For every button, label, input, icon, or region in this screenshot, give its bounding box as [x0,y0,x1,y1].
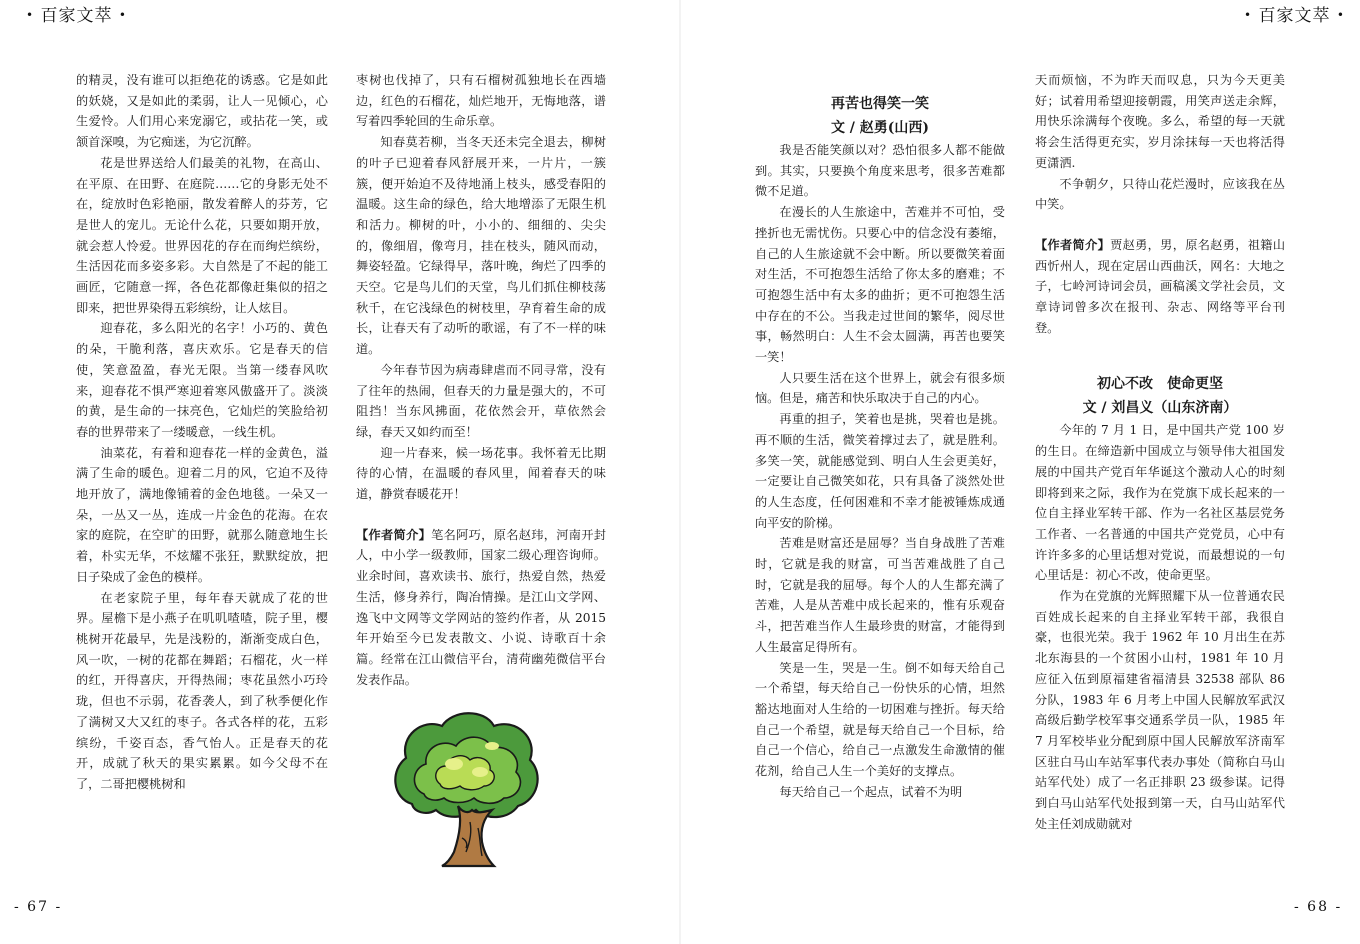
tree-illustration [384,706,544,868]
bullet-dot-icon: • [26,8,35,22]
body-paragraph: 枣树也伐掉了，只有石榴树孤独地长在西墙边，红色的石榴花，灿烂地开，无悔地落，谱写着四季轮回的生命乐章。 [356,73,606,129]
body-paragraph: 我是否能笑颜以对？恐怕很多人都不能做到。其实，只要换个角度来思考，很多苦难都微不足道。 [755,143,1005,199]
body-paragraph: 在漫长的人生旅途中，苦难并不可怕，受挫折也无需忧伤。只要心中的信念没有萎缩，自己的人生旅途就不会中断。所以要微笑着面对生活，不可抱怨生活给了你太多的磨难；不可抱怨生活中有太多的曲折；更不可抱怨生活中存在的不公。当我走过世间的繁华，阅尽世事，畅然明白：人生不会太圆满，再苦也要笑一笑！ [755,205,1005,365]
body-paragraph: 不争朝夕，只待山花烂漫时，应该我在丛中笑。 [1035,176,1285,212]
bullet-dot-icon: • [1336,8,1345,22]
bullet-dot-icon: • [118,8,127,22]
canopy-highlight [472,767,488,777]
tree-canopy [395,713,537,817]
body-paragraph: 笑是一生，哭是一生。倒不如每天给自己一个希望，每天给自己一份快乐的心情，坦然豁达地面对人生给的一切困难与挫折。每天给自己一个希望，就是每天给自己一个目标，给自己一个信心，给自己一点激发生命激情的催花剂，给自己人生一个美好的支撑点。 [755,660,1005,779]
author-bio-text: 笔名阿巧，原名赵玮，河南开封人，中小学一级教师，国家二级心理咨询师。业余时间，喜欢读书、旅行，热爱自然，热爱生活，修身养行，陶冶情操。是江山文学网、逸飞中文网等文学网站的签约作者，从 2015 年开始至今已发表散文、小说、诗歌百十余篇。经常在江山微信平台，清荷幽苑微信平台发表作品。 [356,527,606,687]
body-paragraph: 油菜花，有着和迎春花一样的金黄色，溢满了生命的暖色。迎着二月的风，它迫不及待地开放了，满地像铺着的金色地毯。一朵又一朵，一丛又一丛，连成一片金色的花海。在农家的庭院，在空旷的田野，就那么随意地生长着，朴实无华，不炫耀不张狂，默默绽放，把日子染成了金色的模样。 [76,445,328,584]
right-page-column-1 [755,70,1005,870]
article-title: 再苦也得笑一笑 [831,96,929,112]
article-byline: 文 / 刘昌义（山东济南） [1082,400,1238,417]
body-paragraph: 苦难是财富还是屈辱？当自身战胜了苦难时，它就是我的财富，可当苦难战胜了自己时，它就是我的屈辱。每个人的人生都充满了苦难，人是从苦难中成长起来的，惟有乐观奋斗，把苦难当作人生最珍贵的财富，才能得到人生最富足得所有。 [755,536,1005,654]
author-bio-label: 【作者简介】 [1035,237,1111,252]
body-paragraph: 迎春花，多么阳光的名字！小巧的、黄色的朵，干脆利落，喜庆欢乐。它是春天的信使，笑意盈盈，春光无限。当第一缕春风吹来，迎春花不惧严寒迎着寒风傲盛开了。淡淡的黄，是生命的一抹亮色，它灿烂的笑脸给初春的世界带来了一缕暖意，一线生机。 [76,321,328,439]
body-paragraph: 今年春节因为病毒肆虐而不同寻常，没有了往年的热闹，但春天的力量是强大的，不可阻挡！当东风拂面，花依然会开，草依然会绿，春天又如约而至！ [356,362,606,439]
body-paragraph: 每天给自己一个起点，试着不为明 [779,784,963,799]
body-paragraph: 的精灵，没有谁可以拒绝花的诱惑。它是如此的妖娆，又是如此的柔弱，让人一见倾心，心生爱怜。人们用心来宠溺它，或拈花一笑，或颔首深嗅，为它痴迷，为它沉醉。 [76,73,328,150]
body-paragraph: 在老家院子里，每年春天就成了花的世界。屋檐下是小燕子在叽叽喳喳，院子里，樱桃树开花最早，先是浅粉的，渐渐变成白色，风一吹，一树的花都在舞蹈；石榴花，火一样的红，开得喜庆，开得热闹；枣花虽然小巧玲珑，但也不示弱，花香袭人，到了秋季便化作了满树又大又红的枣子。各式各样的花，五彩缤纷，千姿百态，香气怡人。正是春天的花开，成就了秋天的果实累累。如今父母不在了，二哥把樱桃树和 [76,590,328,791]
body-paragraph: 迎一片春来，候一场花事。我怀着无比期待的心情，在温暖的春风里，闻着春天的味道，静赏春暖花开！ [356,445,606,502]
author-bio-label: 【作者简介】 [356,527,432,542]
canopy-highlight [445,758,463,770]
body-paragraph: 人只要生活在这个世界上，就会有很多烦恼。但是，痛苦和快乐取决于自己的内心。 [755,370,1005,406]
author-bio [1035,235,1285,339]
section-title: 百家文萃 [1258,6,1331,26]
author-bio [356,525,606,691]
bullet-dot-icon: • [1244,8,1253,22]
body-paragraph: 再重的担子，笑着也是挑，哭着也是挑。 再不顺的生活，微笑着撑过去了，就是胜利。多笑一笑，就能感觉到、明白人生会更美好，一定要让自己微笑如花，只有具备了淡然处世的人生态度，任何困难和不幸才能被锤炼成通向平安的阶梯。 [755,412,1005,530]
body-paragraph: 天而烦恼，不为昨天而叹息，只为今天更美好；试着用希望迎接朝霞，用笑声送走余辉，用快乐涂满每个夜晚。多么，希望的每一天就将会生活得更充实，岁月涂抹每一天也将活得更潇洒. [1035,73,1285,170]
left-page-column-2 [356,70,606,710]
article-byline: 文 / 赵勇(山西) [830,120,930,136]
page-gutter [679,0,681,944]
section-title: 百家文萃 [40,6,113,26]
right-page-column-2 [1035,70,1285,870]
page-number-right: - 68 - [1294,899,1343,915]
body-paragraph: 知春莫若柳，当冬天还未完全退去，柳树的叶子已迎着春风舒展开来，一片片，一簇簇，便开始迫不及待地涌上枝头，感受春阳的温暖。这生命的绿色，给大地增添了无限生机和活力。柳树的叶，小小的、细细的、尖尖的，像细眉，像弯月，挂在枝头，随风而动，舞姿轻盈。它绿得早，落叶晚，绚烂了四季的天空。它是鸟儿们的天堂，鸟儿们抓住柳枝荡秋千，在它浅绿色的树枝里，孕育着生命的成长，让春天有了动听的歌谣，有了不一样的味道。 [356,135,606,357]
author-bio-text: 贾赵勇，男，原名赵勇，祖籍山西忻州人，现在定居山西曲沃，网名：大地之子，七岭河诗词会员，画稿溪文学社会员，文章诗词曾多次在报刊、杂志、网络等平台刊登。 [1035,237,1285,335]
section-header-left [22,4,131,26]
section-header-right [1240,4,1349,26]
page-number-left: - 67 - [14,899,63,915]
canopy-highlight [485,742,499,750]
article-title: 初心不改 使命更坚 [1097,376,1223,393]
body-paragraph: 作为在党旗的光辉照耀下从一位普通农民百姓成长起来的自主择业军转干部，我很自豪，也很光荣。我于 1962 年 10 月出生在苏北东海县的一个贫困小山村，1981 年 10 月应征入伍到原福建省福清县 32538 部队 86 分队，1983 年 6 月考上中国人民解放军武汉高级后勤学校军事交通系学员一队，1985 年 7 月军校毕业分配到原中国人民解放军济南军区驻白马山车站军事代表办事处（简称白马山站军代处）成了一名正排职 23 级参谋。记得到白马山站军代处报到第一天，白马山站军代处主任刘成勋就对 [1035,589,1285,831]
body-paragraph: 今年的 7 月 1 日，是中国共产党 100 岁的生日。在缔造新中国成立与领导伟大祖国发展的中国共产党百年华诞这个激动人心的时刻即将到来之际，我作为在党旗下成长起来的一位自主择业军转干部、作为一名社区基层党务工作者、一名普通的中国共产党党员，心中有许许多多的心里话想对党说，而最想说的一句心里话是：初心不改，使命更坚。 [1035,423,1285,583]
left-page-column-1 [76,70,328,860]
body-paragraph: 花是世界送给人们最美的礼物，在高山、在平原、在田野、在庭院……它的身影无处不在，绽放时色彩艳丽，散发着醉人的芬芳，它是世人的宠儿。无论什么花，只要如期开放，就会惹人怜爱。世界因花的存在而绚烂缤纷，生活因花而多姿多彩。大自然是了不起的能工画匠，它随意一挥，各色花都像赶集似的招之即来，把世界染得五彩缤纷，让人炫目。 [76,155,328,315]
